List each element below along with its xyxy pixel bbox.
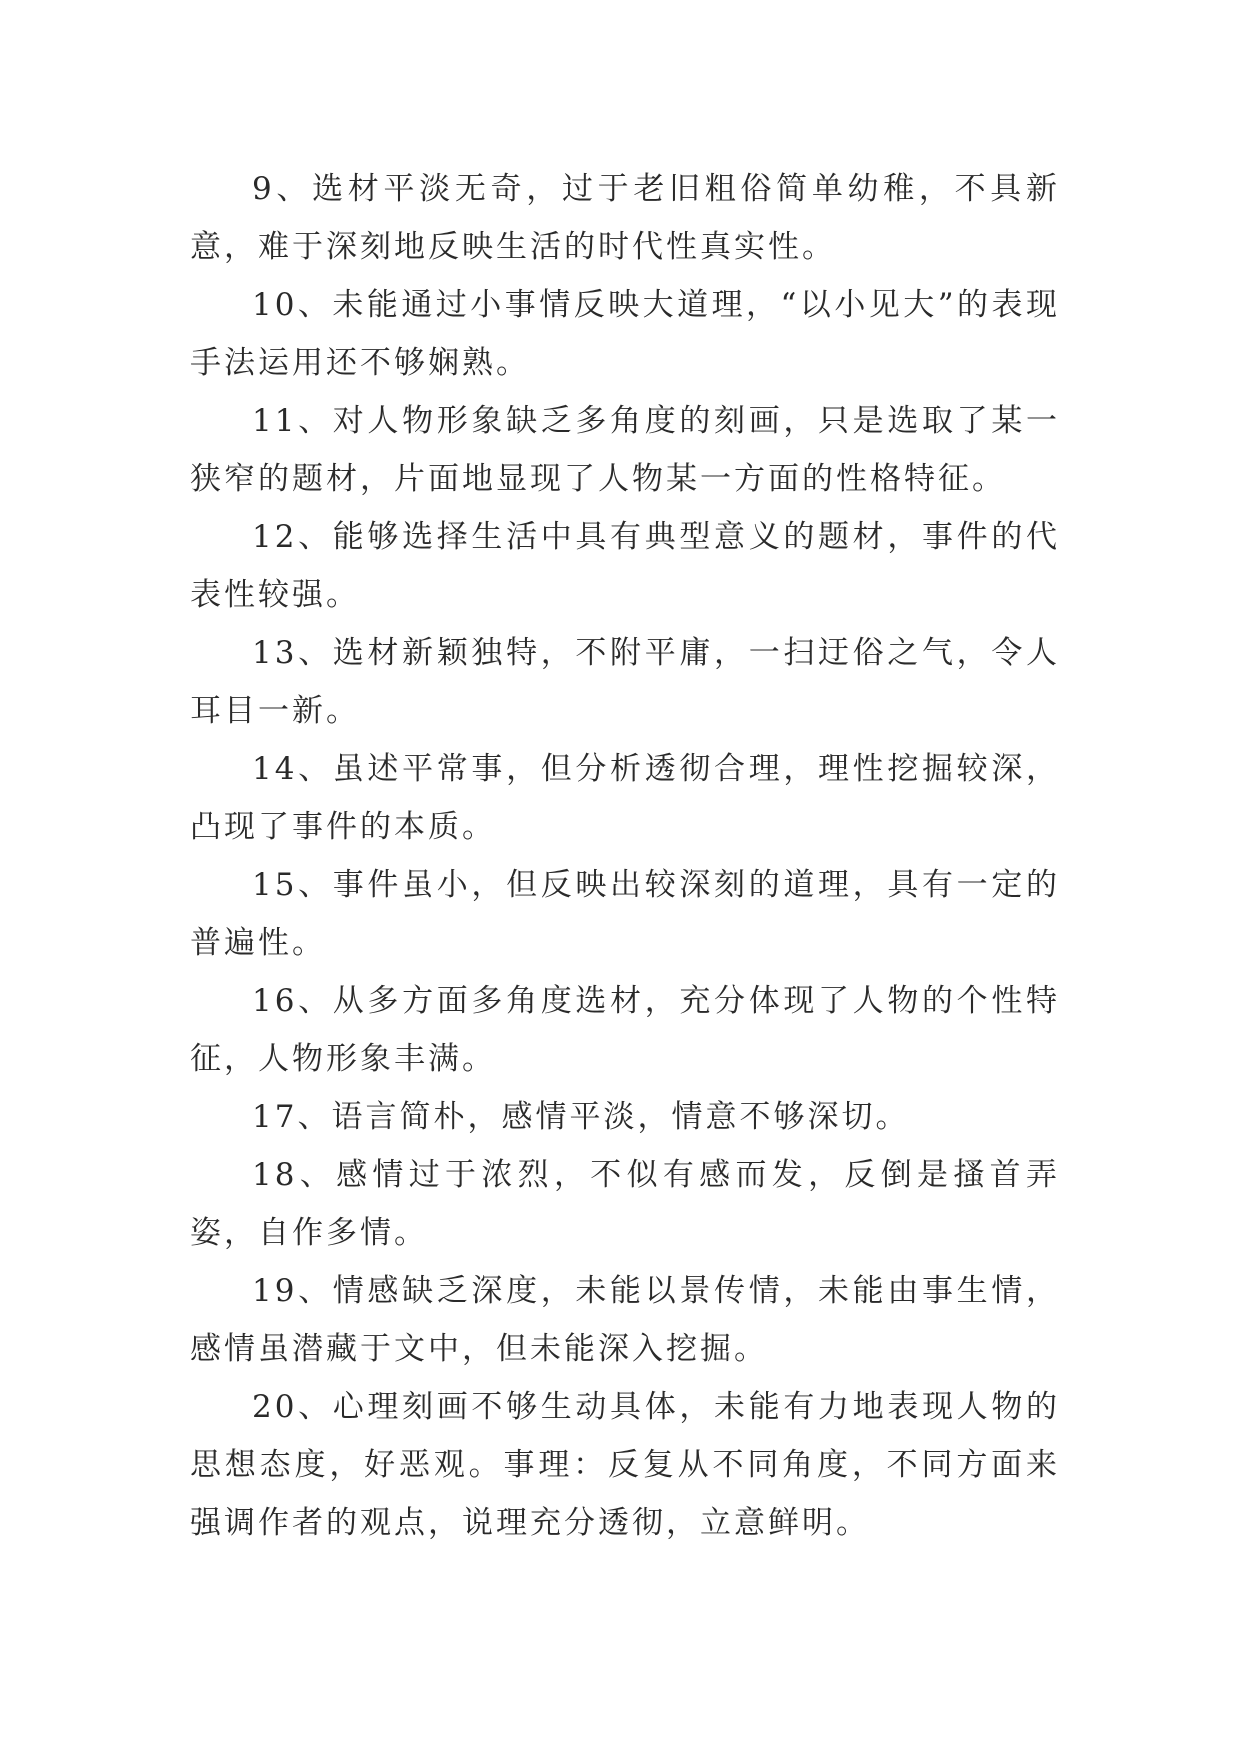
comment-item-15: 15、事件虽小，但反映出较深刻的道理，具有一定的普遍性。	[190, 867, 1060, 961]
comment-item-10: 10、未能通过小事情反映大道理，“以小见大”的表现手法运用还不够娴熟。	[190, 287, 1060, 381]
document-body	[190, 160, 1060, 1552]
comment-item-18: 18、感情过于浓烈，不似有感而发，反倒是搔首弄姿，自作多情。	[190, 1157, 1060, 1251]
comment-item-13: 13、选材新颖独特，不附平庸，一扫迂俗之气，令人耳目一新。	[190, 635, 1060, 729]
comment-item-16: 16、从多方面多角度选材，充分体现了人物的个性特征，人物形象丰满。	[190, 983, 1060, 1077]
comment-item-12: 12、能够选择生活中具有典型意义的题材，事件的代表性较强。	[190, 519, 1060, 613]
comment-item-11: 11、对人物形象缺乏多角度的刻画，只是选取了某一狭窄的题材，片面地显现了人物某一方面的性格特征。	[190, 403, 1060, 497]
comment-item-19: 19、情感缺乏深度，未能以景传情，未能由事生情，感情虽潜藏于文中，但未能深入挖掘。	[190, 1273, 1060, 1367]
comment-item-20: 20、心理刻画不够生动具体，未能有力地表现人物的思想态度，好恶观。事理：反复从不同角度，不同方面来强调作者的观点，说理充分透彻，立意鲜明。	[190, 1389, 1060, 1541]
comment-item-17: 17、语言简朴，感情平淡，情意不够深切。	[252, 1099, 910, 1135]
comment-item-9: 9、选材平淡无奇，过于老旧粗俗简单幼稚，不具新意，难于深刻地反映生活的时代性真实性。	[190, 171, 1060, 265]
comment-item-14: 14、虽述平常事，但分析透彻合理，理性挖掘较深，凸现了事件的本质。	[190, 751, 1060, 845]
